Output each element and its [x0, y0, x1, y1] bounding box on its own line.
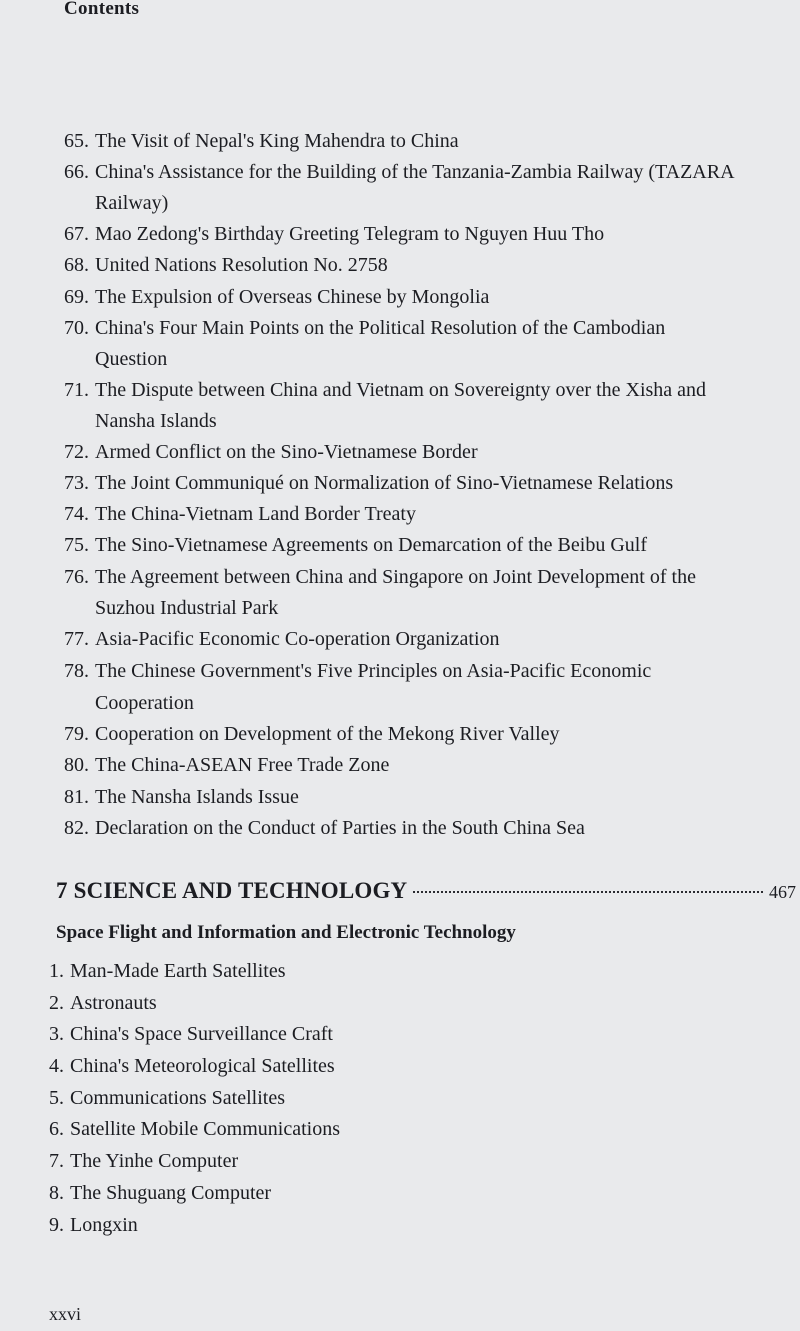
- toc-entry: [40, 1019, 333, 1050]
- toc-entry: [40, 956, 286, 987]
- toc-entry: [40, 1051, 335, 1082]
- entry-title: Cooperation on Development of the Mekong River Valley: [95, 723, 560, 745]
- entry-number: 79.: [64, 723, 89, 745]
- toc-entry: [56, 313, 666, 370]
- entry-number: 9.: [49, 1214, 64, 1236]
- entry-number: 72.: [64, 441, 89, 463]
- entry-number: 76.: [64, 566, 89, 588]
- entry-title: The Dispute between China and Vietnam on Sovereignty over the Xisha and: [95, 379, 707, 401]
- entry-title: Astronauts: [70, 992, 157, 1014]
- entry-title: The Sino-Vietnamese Agreements on Demarcation of the Beibu Gulf: [95, 534, 647, 556]
- toc-entry: [56, 250, 388, 281]
- toc-entry: [56, 656, 652, 714]
- toc-entry: [40, 1210, 138, 1241]
- entry-title: Declaration on the Conduct of Parties in the South China Sea: [95, 817, 585, 839]
- entry-number: 70.: [64, 317, 89, 339]
- entry-number: 68.: [64, 254, 89, 276]
- section-heading: Space Flight and Information and Electronic Technology: [56, 922, 516, 943]
- entry-number: 74.: [64, 503, 89, 525]
- toc-entry: [56, 126, 459, 157]
- chapter-heading: [56, 878, 796, 910]
- entry-title: China's Assistance for the Building of the Tanzania-Zambia Railway (TAZARA: [95, 161, 735, 183]
- entry-number: 8.: [49, 1182, 64, 1204]
- entry-title: The Nansha Islands Issue: [95, 786, 299, 808]
- toc-entry: [40, 1178, 271, 1209]
- toc-entry: [56, 813, 585, 844]
- entry-number: 81.: [64, 786, 89, 808]
- entry-number: 77.: [64, 628, 89, 650]
- entry-number: 75.: [64, 534, 89, 556]
- entry-title-continuation: Cooperation: [95, 692, 194, 714]
- entry-title-continuation: Railway): [95, 192, 169, 214]
- entry-number: 73.: [64, 472, 89, 494]
- entry-number: 5.: [49, 1087, 64, 1109]
- entry-title: The Shuguang Computer: [70, 1182, 272, 1204]
- entry-title: The Joint Communiqué on Normalization of Sino-Vietnamese Relations: [95, 472, 674, 494]
- entry-title: The Agreement between China and Singapore on Joint Development of the: [95, 566, 696, 588]
- leader-dots: [413, 891, 763, 893]
- chapter-title: 7 SCIENCE AND TECHNOLOGY: [56, 878, 408, 903]
- entry-number: 2.: [49, 992, 64, 1014]
- toc-entry: [56, 375, 707, 432]
- chapter-page-number: 467: [769, 882, 796, 902]
- entry-title: Mao Zedong's Birthday Greeting Telegram to Nguyen Huu Tho: [95, 223, 605, 245]
- toc-entry: [56, 624, 500, 655]
- toc-entry: [56, 499, 416, 530]
- entry-title: Armed Conflict on the Sino-Vietnamese Border: [95, 441, 478, 463]
- entry-number: 6.: [49, 1118, 64, 1140]
- toc-entry: [56, 530, 647, 561]
- toc-entry: [40, 1083, 285, 1114]
- entry-number: 66.: [64, 161, 89, 183]
- entry-title: Longxin: [70, 1214, 138, 1236]
- entry-title: United Nations Resolution No. 2758: [95, 254, 388, 276]
- entry-title: China's Four Main Points on the Political Resolution of the Cambodian: [95, 317, 666, 339]
- entry-number: 78.: [64, 660, 89, 682]
- entry-title: The Expulsion of Overseas Chinese by Mongolia: [95, 286, 490, 308]
- entry-title: China's Meteorological Satellites: [70, 1055, 335, 1077]
- page-folio: xxvi: [49, 1304, 82, 1324]
- entry-title: The Yinhe Computer: [70, 1150, 239, 1172]
- entry-number: 67.: [64, 223, 89, 245]
- entry-title: Communications Satellites: [70, 1087, 285, 1109]
- toc-entry: [56, 562, 696, 619]
- entry-number: 3.: [49, 1023, 64, 1045]
- entry-number: 7.: [49, 1150, 64, 1172]
- running-head: Contents: [64, 0, 140, 19]
- toc-entry: [40, 988, 157, 1019]
- entry-number: 1.: [49, 960, 64, 982]
- toc-entry: [40, 1114, 340, 1145]
- entry-title: The China-ASEAN Free Trade Zone: [95, 754, 390, 776]
- entry-number: 69.: [64, 286, 89, 308]
- toc-entry: [56, 282, 489, 313]
- entry-title: China's Space Surveillance Craft: [70, 1023, 333, 1045]
- entry-title: Satellite Mobile Communications: [70, 1118, 340, 1140]
- entry-number: 71.: [64, 379, 89, 401]
- entry-title-continuation: Question: [95, 348, 168, 370]
- toc-entry: [56, 157, 735, 214]
- toc-entry: [56, 750, 389, 781]
- entry-number: 80.: [64, 754, 89, 776]
- toc-entry: [56, 782, 299, 813]
- entry-number: 65.: [64, 130, 89, 152]
- toc-entry: [56, 719, 560, 750]
- toc-entry: [56, 437, 478, 468]
- entry-title: The Visit of Nepal's King Mahendra to China: [95, 130, 459, 152]
- toc-entry: [56, 219, 604, 250]
- entry-title: Man-Made Earth Satellites: [70, 960, 286, 982]
- entry-title: The Chinese Government's Five Principles on Asia-Pacific Economic: [95, 660, 652, 682]
- entry-title-continuation: Suzhou Industrial Park: [95, 597, 279, 619]
- entry-number: 82.: [64, 817, 89, 839]
- toc-entry: [56, 468, 673, 499]
- entry-number: 4.: [49, 1055, 64, 1077]
- toc-entry: [40, 1146, 238, 1177]
- entry-title-continuation: Nansha Islands: [95, 410, 217, 432]
- entry-title: Asia-Pacific Economic Co-operation Organization: [95, 628, 500, 650]
- entry-title: The China-Vietnam Land Border Treaty: [95, 503, 416, 525]
